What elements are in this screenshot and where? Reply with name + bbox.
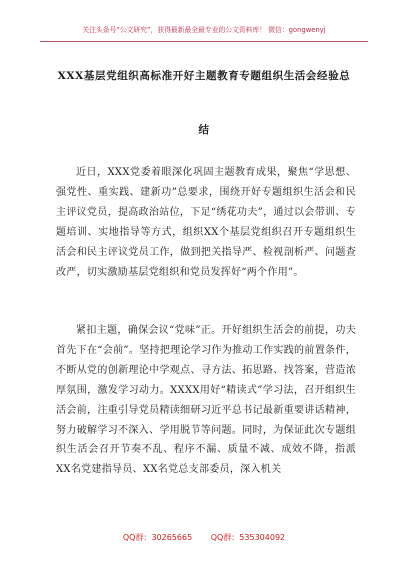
document-title-line-2: 结 xyxy=(198,124,210,136)
document-title-line-1: XXX基层党组织高标准开好主题教育专题组织生活会经验总 xyxy=(57,70,351,82)
footer-qq-group-1: QQ群：30265665 xyxy=(122,533,193,542)
body-paragraph-1: 近日，XXX党委着眼深化巩固主题教育成果，聚焦“学思想、强党性、重实践、建新功”总要求，围绕开好专题组织生活会和民主评议党员，提高政治站位，下足“绣花功夫”，通过以会带训、专题培训、实地指导等方式，组织XX个基层党组织召开专题组织生活会和民主评议党员工作，做到把关指导严、检视剖析严、问题查改严，切实激励基层党组织和党员发挥好“两个作用”。 xyxy=(56,167,356,278)
body-paragraph-2: 紧扣主题，确保会议“党味”正。开好组织生活会的前提，功夫首先下在“会前”。坚持把理论学习作为推动工作实践的前置条件，不断从党的创新理论中学观点、寻方法、拓思路、找答案，营造浓厚氛围，激发学习动力。XXXX用好“精读式”学习法，召开组织生活会前，注重引导党员精读细研习近平总书记最新重要讲话精神，努力破解学习不深入、学用脱节等问题。同时，为保证此次专题组织生活会召开节奏不乱、程序不漏、质量不减、成效不降，指派XX名党建指导员、XX名党总支部委员，深入机关 xyxy=(56,325,356,476)
header-banner: 关注头条号“公文研究”，获得最新最全最专业的公文资料库！ 微信：gongwenyj xyxy=(40,24,368,42)
footer-contact xyxy=(0,532,408,543)
footer-qq-group-2: QQ群：535304092 xyxy=(210,533,286,542)
